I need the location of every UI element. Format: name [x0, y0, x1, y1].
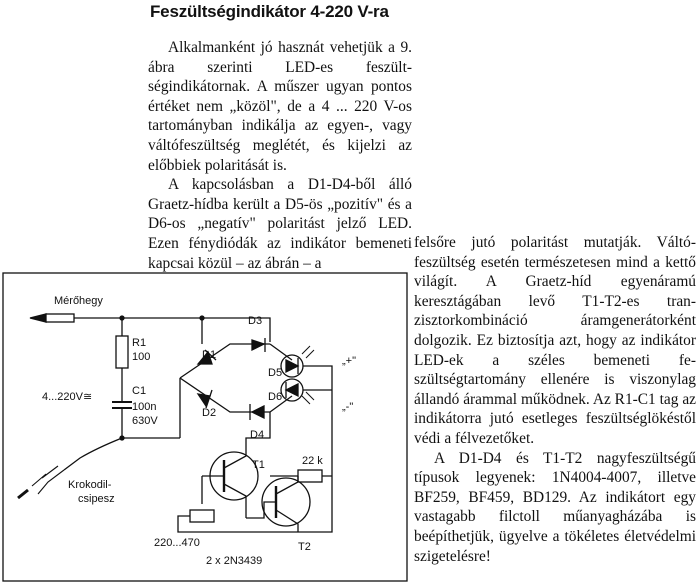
label-plus: „+" [342, 355, 356, 367]
probe-label: Mérőhegy [54, 295, 103, 307]
paragraph-intro: Alkalmanként jó hasznát vehetjük a 9. ábra szerinti LED-es feszültségindikátornak. A műszer ugyan pontos értéket nem „közöl", de a 4 ... 220 V-os tartományban indikálja az egyen-, vagy váltófeszültség meglétét, és kijelzi az előbbiek polaritását is. [148, 39, 412, 174]
paragraph-components: A D1-D4 és T1-T2 nagyfeszültségű típusok legyenek: 1N4004-4007, illetve BF259, BF459, BD129. Az indikátort egy vastagabb filctoll műanyagházába is beépíthetjük, ügyelve a tökéletes életvédelmi szigetelésre! [414, 449, 696, 565]
resistor-22k [298, 470, 322, 482]
label-d2: D2 [202, 407, 217, 419]
c1-name: C1 [132, 385, 147, 397]
voltage-label: 4...220V≅ [42, 391, 93, 403]
transistor-type-label: 2 x 2N3439 [206, 555, 263, 567]
c1-value-1: 100n [132, 401, 157, 413]
article-title: Feszültségindikátor 4-220 V-ra [150, 2, 389, 21]
label-t1: T1 [252, 459, 265, 471]
c1-value-2: 630V [132, 415, 158, 427]
circuit-schematic [2, 272, 410, 584]
probe-icon [30, 314, 74, 322]
label-d1: D1 [202, 349, 217, 361]
right-column [414, 233, 696, 566]
label-minus: „-" [342, 401, 354, 413]
resistor-220-470 [190, 510, 214, 522]
diode-d4 [250, 404, 264, 420]
led-d5-icon [281, 346, 314, 377]
resistor-r1 [116, 336, 128, 368]
clip-label-1: Krokodil- [68, 479, 112, 491]
label-d5: D5 [268, 367, 283, 379]
r1-name: R1 [132, 337, 147, 349]
left-column [148, 38, 412, 273]
diode-d3 [252, 338, 265, 352]
transistor-t1 [202, 432, 270, 518]
label-22k: 22 k [302, 455, 323, 467]
label-220-470: 220...470 [154, 537, 200, 549]
paragraph-polarity: felsőre jutó polaritást mutatják. Váltófeszültség esetén természetesen mind a kettő világít. A Graetz-híd egyenáramú keresztágában levő T1-T2-es tranzisztorkombináció áramgenerátorként dolgozik. Ez biztosítja azt, hogy az indikátor LED-ek a széles bemeneti feszültségtartomány ellenére is viszonylag állandó árammal működnek. Az R1-C1 tag az indikátorra jutó esetleges feszültséglökéstől védi a félvezetőket. [414, 234, 696, 447]
r1-value: 100 [132, 351, 151, 363]
clip-label-2: csipesz [78, 493, 115, 505]
transistor-t2 [246, 476, 310, 532]
label-t2: T2 [298, 541, 311, 553]
label-d4: D4 [250, 429, 265, 441]
paragraph-bridge: A kapcsolásban a D1-D4-ből álló Graetz-hídba került a D5-ös „pozitív" és a D6-os „negatív" polaritást jelző LED. Ezen fénydiódák az indikátor bemeneti kapcsai közül – az ábrán – a [148, 176, 412, 272]
crocodile-clip-icon [18, 466, 64, 498]
label-d3: D3 [248, 315, 263, 327]
label-d6: D6 [268, 391, 283, 403]
